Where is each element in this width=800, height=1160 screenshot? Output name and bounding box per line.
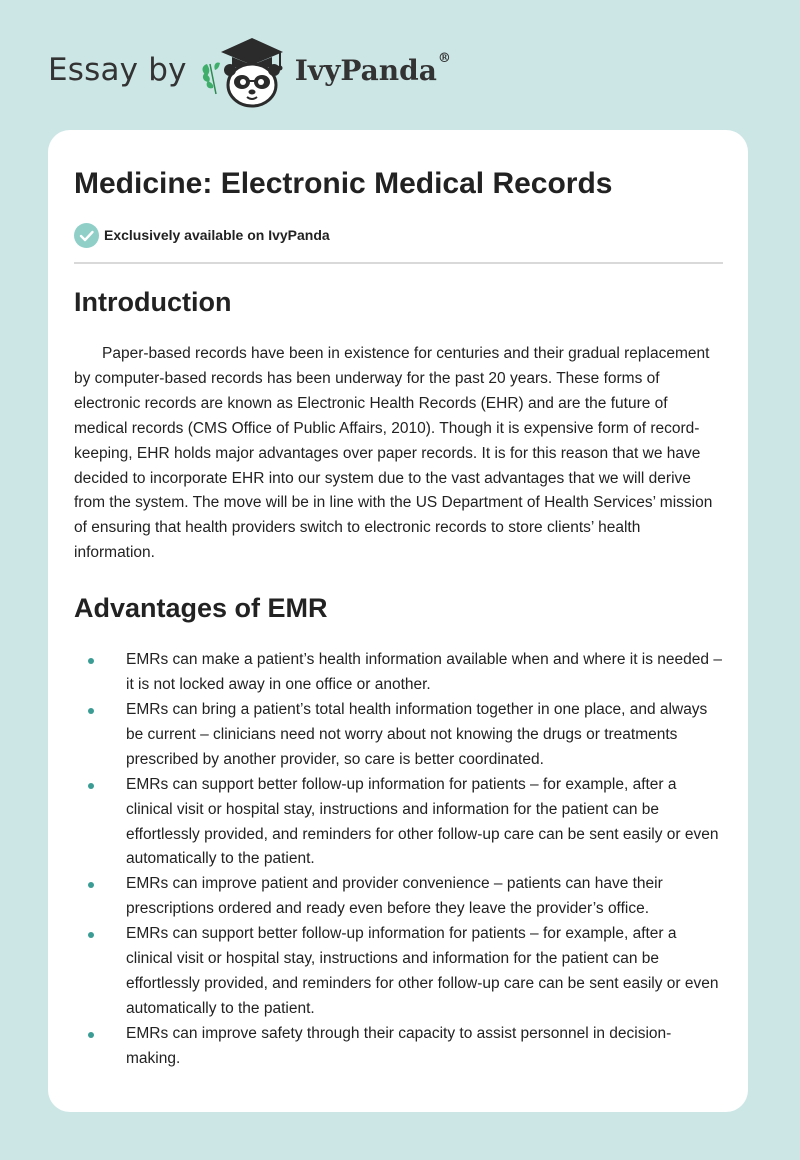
badge-text: Exclusively available on IvyPanda xyxy=(104,227,330,243)
bullet-icon xyxy=(88,783,94,789)
essay-by-label: Essay by xyxy=(48,52,187,88)
introduction-paragraph: Paper-based records have been in existence for centuries and their gradual replacement by computer-based records has been underway for the past 20 years. These forms of electronic records are known as Electronic Health Records (EHR) and are the future of medical records (CMS Office of Public Affairs, 2010). Though it is expensive form of record-keeping, EHR holds major advantages over paper records. It is for this reason that we have decided to incorporate EHR into our system due to the vast advantages that we will derive from the system. The move will be in line with the US Department of Health Services’ mission of ensuring that health providers switch to electronic records to store clients’ health information. xyxy=(74,345,713,562)
bullet-icon xyxy=(88,882,94,888)
divider xyxy=(74,262,723,264)
bullet-icon xyxy=(88,658,94,664)
list-item: EMRs can improve patient and provider convenience – patients can have their prescriptions ordered and ready even before they leave the provider’s office. xyxy=(74,872,723,922)
page-title: Medicine: Electronic Medical Records xyxy=(74,167,613,200)
site-header xyxy=(48,30,451,110)
list-item: EMRs can support better follow-up information for patients – for example, after a clinical visit or hospital stay, instructions and information for the patient can be effortlessly provided, and reminders for other follow-up care can be sent easily or even automatically to the patient. xyxy=(74,773,723,873)
bullet-icon xyxy=(88,932,94,938)
article-content xyxy=(74,166,723,1072)
brand-name[interactable]: IvyPanda® xyxy=(294,50,451,87)
advantages-list xyxy=(74,648,723,1071)
list-item: EMRs can support better follow-up information for patients – for example, after a clinical visit or hospital stay, instructions and information for the patient can be effortlessly provided, and reminders for other follow-up care can be sent easily or even automatically to the patient. xyxy=(74,922,723,1022)
article-card xyxy=(48,130,748,1112)
panda-graduation-cap-logo-icon[interactable] xyxy=(197,30,289,110)
bullet-icon xyxy=(88,708,94,714)
list-item: EMRs can bring a patient’s total health information together in one place, and always be current – clinicians need not worry about not knowing the drugs or treatments prescribed by another provider, so care is better coordinated. xyxy=(74,698,723,773)
section-heading-advantages: Advantages of EMR xyxy=(74,593,328,624)
section-heading-introduction: Introduction xyxy=(74,287,232,317)
bullet-icon xyxy=(88,1032,94,1038)
ivy-leaf-icon xyxy=(202,62,220,94)
list-item: EMRs can improve safety through their capacity to assist personnel in decision-making. xyxy=(74,1022,723,1072)
list-item: EMRs can make a patient’s health information available when and where it is needed – it is not locked away in one office or another. xyxy=(74,648,723,698)
exclusive-badge xyxy=(74,222,723,248)
check-circle-icon xyxy=(74,223,99,248)
